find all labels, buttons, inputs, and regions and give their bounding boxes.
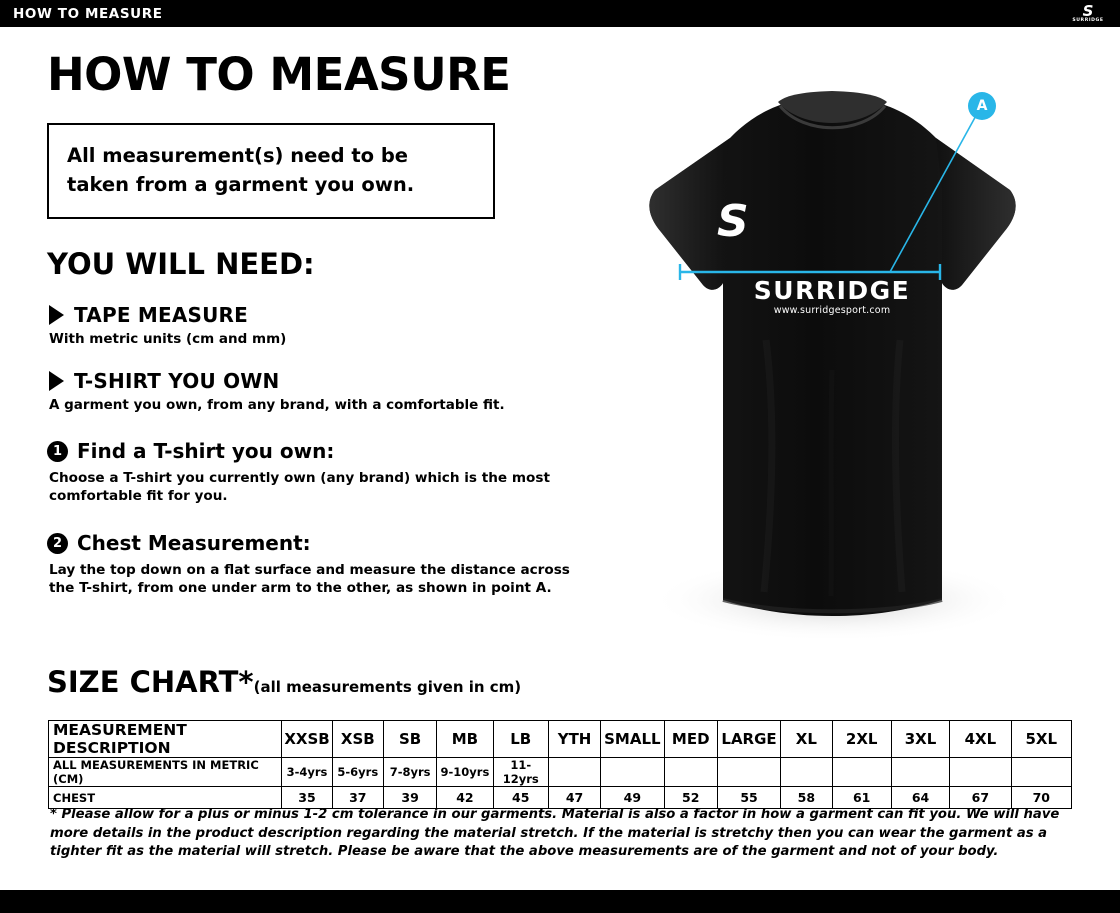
need-sub: A garment you own, from any brand, with a comfortable fit. [49, 397, 505, 413]
cell: 9-10yrs [437, 758, 493, 787]
cell: 64 [891, 787, 949, 809]
size-chart-table [48, 720, 1072, 809]
top-bar [0, 0, 1120, 27]
instructions-column [47, 48, 587, 597]
cell [601, 758, 664, 787]
column-header-large: LARGE [717, 721, 780, 758]
column-header-xxsb: XXSB [282, 721, 332, 758]
column-header-5xl: 5XL [1011, 721, 1071, 758]
table-header-row [49, 721, 1072, 758]
column-header-mb: MB [437, 721, 493, 758]
page-title: HOW TO MEASURE [47, 48, 511, 101]
column-header-med: MED [664, 721, 717, 758]
column-header-small: SMALL [601, 721, 664, 758]
need-label: TAPE MEASURE [74, 303, 249, 327]
callout-text: All measurement(s) need to be taken from a garment you own. [67, 144, 415, 196]
need-sub: With metric units (cm and mm) [49, 331, 287, 347]
chest-brand-url: www.surridgesport.com [773, 305, 891, 316]
cell [950, 758, 1011, 787]
callout-marker-a: A [968, 92, 996, 120]
step-head [47, 531, 587, 555]
chest-brand-word: SURRIDGE [753, 276, 911, 305]
cell: 47 [548, 787, 600, 809]
column-header-lb: LB [493, 721, 548, 758]
step-2 [47, 531, 587, 597]
column-header-yth: YTH [548, 721, 600, 758]
bottom-bar [0, 890, 1120, 913]
step-title: Chest Measurement: [77, 531, 311, 555]
cell: 35 [282, 787, 332, 809]
brand-logo [1066, 2, 1110, 26]
cell: 52 [664, 787, 717, 809]
step-title: Find a T-shirt you own: [77, 439, 335, 463]
garment-illustration [580, 40, 1100, 660]
cell: 3-4yrs [282, 758, 332, 787]
step-body: Choose a T-shirt you currently own (any brand) which is the most comfortable fit for you. [49, 470, 550, 504]
step-body: Lay the top down on a flat surface and measure the distance across the T-shirt, from one under arm to the other, as shown in point A. [49, 562, 570, 596]
need-head [47, 303, 587, 327]
cell: 55 [717, 787, 780, 809]
cell: 58 [781, 787, 832, 809]
size-chart-title [47, 665, 521, 699]
row-label: CHEST [49, 787, 282, 809]
table-row [49, 758, 1072, 787]
cell: 5-6yrs [332, 758, 383, 787]
size-chart-title-star: * [238, 665, 254, 699]
you-will-need-heading: YOU WILL NEED: [47, 247, 315, 281]
column-header-xsb: XSB [332, 721, 383, 758]
cell: 39 [383, 787, 436, 809]
cell: 7-8yrs [383, 758, 436, 787]
step-head [47, 439, 587, 463]
cell [548, 758, 600, 787]
cell [781, 758, 832, 787]
brand-logo-text: SURRIDGE [1072, 18, 1104, 23]
triangle-bullet-icon [49, 371, 64, 391]
cell: 37 [332, 787, 383, 809]
size-chart-title-text: SIZE CHART [47, 665, 239, 699]
cell: 67 [950, 787, 1011, 809]
cell: 11-12yrs [493, 758, 548, 787]
cell: 49 [601, 787, 664, 809]
tshirt-svg [580, 40, 1100, 660]
column-header-4xl: 4XL [950, 721, 1011, 758]
surridge-swoosh-icon: S [1082, 2, 1094, 20]
disclaimer-text: * Please allow for a plus or minus 1-2 cm tolerance in our garments. Material is also a factor in how a garment can fit you. We will have more details in the product description regarding the material stretch. If the material is stretchy then you can wear the garment as a tighter fit as the material will stretch. Please be aware that the above measurements are of the garment and not of your body. [50, 807, 1060, 859]
need-head [47, 369, 587, 393]
cell: 61 [832, 787, 891, 809]
cell: 70 [1011, 787, 1071, 809]
cell [1011, 758, 1071, 787]
need-item-tshirt [47, 369, 587, 413]
cell [664, 758, 717, 787]
cell [717, 758, 780, 787]
column-header-2xl: 2XL [832, 721, 891, 758]
need-label: T-SHIRT YOU OWN [74, 369, 280, 393]
step-number-badge: 2 [47, 533, 68, 554]
column-header-description: MEASUREMENT DESCRIPTION [49, 721, 282, 758]
step-number-badge: 1 [47, 441, 68, 462]
column-header-xl: XL [781, 721, 832, 758]
chest-brand-print [707, 278, 957, 316]
cell [891, 758, 949, 787]
chest-swoosh-icon: S [717, 196, 749, 247]
column-header-sb: SB [383, 721, 436, 758]
cell [832, 758, 891, 787]
row-label: ALL MEASUREMENTS IN METRIC (CM) [49, 758, 282, 787]
need-item-tape-measure [47, 303, 587, 347]
size-chart-title-note: (all measurements given in cm) [253, 678, 522, 696]
callout-box [47, 123, 495, 219]
top-bar-title: HOW TO MEASURE [13, 6, 163, 22]
cell: 42 [437, 787, 493, 809]
step-1 [47, 439, 587, 505]
triangle-bullet-icon [49, 305, 64, 325]
column-header-3xl: 3XL [891, 721, 949, 758]
cell: 45 [493, 787, 548, 809]
